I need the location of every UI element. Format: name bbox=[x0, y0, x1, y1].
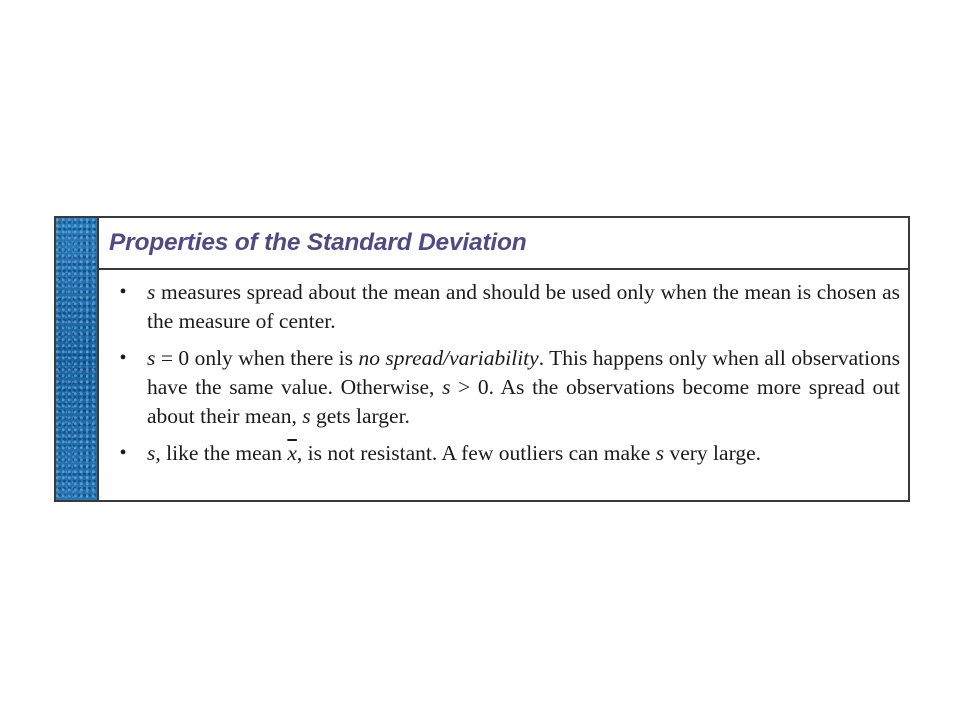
properties-box bbox=[54, 216, 910, 502]
property-list bbox=[99, 270, 908, 476]
decorative-side-stripe bbox=[56, 218, 99, 500]
list-item-text: s = 0 only when there is no spread/variability. This happens only when all observations have the same value. Otherwise, s > 0. As the observations become more spread out about their mean, s gets larger. bbox=[147, 346, 900, 428]
list-item bbox=[99, 439, 900, 468]
list-item-text: s measures spread about the mean and should be used only when the mean is chosen as the measure of center. bbox=[147, 280, 900, 333]
bullet-icon: • bbox=[119, 281, 127, 303]
emphasis-text: no spread/variability bbox=[358, 346, 539, 370]
symbol-s: s bbox=[302, 404, 311, 428]
box-content bbox=[99, 218, 908, 500]
symbol-s: s bbox=[147, 280, 156, 304]
list-item bbox=[99, 344, 900, 431]
symbol-x-bar: $\overline{x}$ bbox=[287, 441, 297, 465]
symbol-s: s bbox=[147, 441, 156, 465]
bullet-icon: • bbox=[119, 442, 127, 464]
list-item-text: s, like the mean $\overline{x}$, is not resistant. A few outliers can make s very large. bbox=[147, 441, 762, 465]
symbol-s: s bbox=[442, 375, 451, 399]
box-header bbox=[99, 218, 908, 270]
bullet-icon: • bbox=[119, 347, 127, 369]
symbol-s: s bbox=[147, 346, 156, 370]
symbol-s: s bbox=[655, 441, 665, 465]
box-title: Properties of the Standard Deviation bbox=[109, 229, 527, 256]
list-item bbox=[99, 278, 900, 336]
